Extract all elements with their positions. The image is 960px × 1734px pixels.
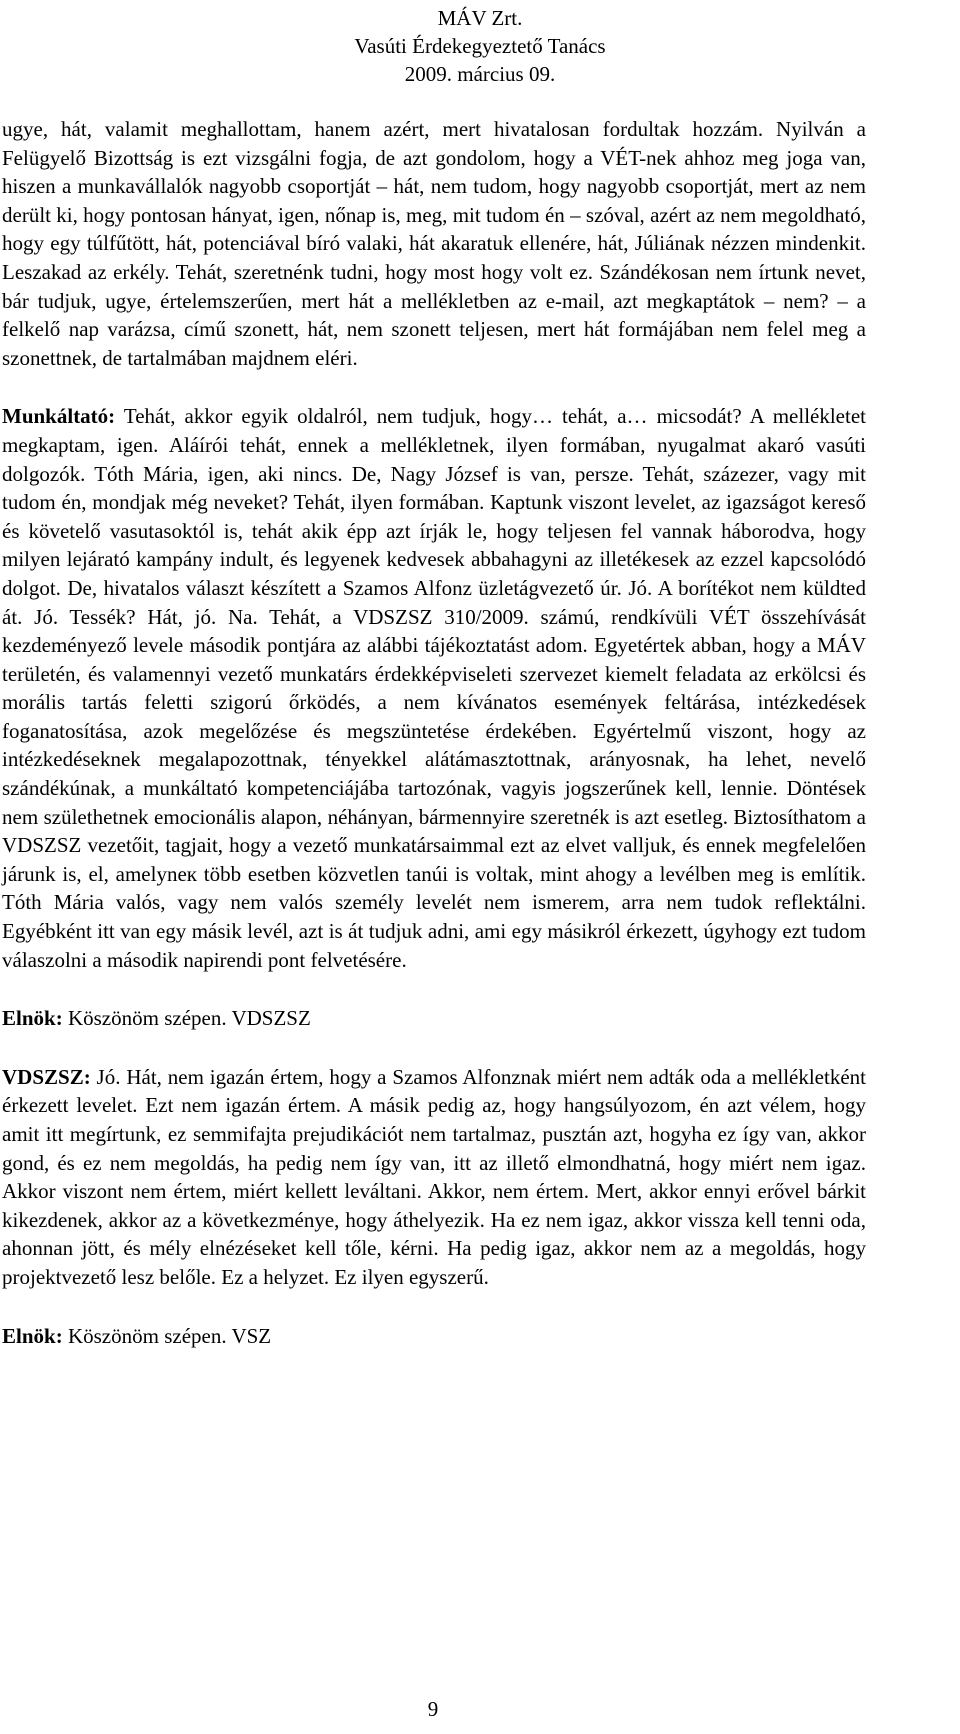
paragraph-text: Jó. Hát, nem igazán értem, hogy a Szamos Alfonznak miért nem adták oda a mellékletként érkezett levelet. Ezt nem igazán értem. A másik pedig az, hogy hangsúlyozom, én azt vélem, hogy amit itt megírtunk, ez semmifajta prejudikációt nem tartalmaz, pusztán azt, hogyha ez így van, akkor gond, és ez nem megoldás, ha pedig nem így van, itt az illető elmondhatná, hogy miért nem igaz. Akkor viszont nem értem, miért kellett leváltani. Akkor, nem értem. Mert, akkor ennyi erővel bárkit kikezdenek, akkor az a következménye, hogy áthelyezik. Ha ez nem igaz, akkor vissza kell tenni oda, ahonnan jött, és mély elnézéseket kell tőle, kérni. Ha pedig igaz, akkor nem az a megoldás, hogy projektvezető lesz belőle. Ez a helyzet. Ez ilyen egyszerű. xyxy=(2,1064,866,1289)
transcript-paragraph xyxy=(2,115,866,372)
page-number: 9 xyxy=(427,1697,439,1721)
document-header xyxy=(0,4,960,88)
transcript-body xyxy=(2,115,866,1350)
speaker-label: VDSZSZ: xyxy=(2,1064,91,1089)
paragraph-text: Köszönöm szépen. VSZ xyxy=(62,1323,272,1348)
transcript-paragraph xyxy=(2,1322,866,1351)
transcript-paragraph xyxy=(2,402,866,974)
speaker-label: Elnök: xyxy=(2,1006,63,1031)
speaker-label: Munkáltató: xyxy=(2,404,116,429)
transcript-paragraph xyxy=(2,1063,866,1292)
transcript-paragraph xyxy=(2,1004,866,1033)
organization-name: MÁV Zrt. xyxy=(437,6,523,30)
paragraph-text: ugye, hát, valamit meghallottam, hanem azért, mert hivatalosan fordultak hozzám. Nyilván a Felügyelő Bizottság is ezt vizsgálni fogja, de azt gondolom, hogy a VÉT-nek ahhoz meg joga van, hiszen a munkavállalók nagyobb csoportját – hát, nem tudom, hogy nagyobb csoportját, mert az nem derült ki, hogy pontosan hányat, igen, nőnap is, meg, mit tudom én – szóval, azért az nem megoldható, hogy egy túlfűtött, hát, potenciával bíró valaki, hát akaratuk ellenére, hát, Júliának nézzen mindenkit. Leszakad az erkély. Tehát, szeretnénk tudni, hogy most hogy volt ez. Szándékosan nem írtunk nevet, bár tudjuk, ugye, értelemszerűen, mert hát a mellékletben az e-mail, azt megkaptátok – nem? – a felkelő nap varázsa, című szonett, hát, nem szonett teljesen, mert hát formájában nem felel meg a szonettnek, de tartalmában majdnem eléri. xyxy=(2,117,866,370)
council-name: Vasúti Érdekegyeztető Tanács xyxy=(354,34,606,58)
meeting-date: 2009. március 09. xyxy=(404,62,556,86)
paragraph-text: Köszönöm szépen. VDSZSZ xyxy=(62,1006,311,1031)
paragraph-text: Tehát, akkor egyik oldalról, nem tudjuk, hogy… tehát, a… micsodát? A mellékletet megkaptam, igen. Aláírói tehát, ennek a mellékletnek, ilyen formában, nyugalmat akaró vasúti dolgozók. Tóth Mária, igen, aki nincs. De, Nagy József is van, persze. Tehát, százezer, vagy mit tudom én, mondjak még neveket? Tehát, ilyen formában. Kaptunk viszont levelet, az igazságot kereső és követelő vasutasoktól is, tehát akik épp azt írják le, hogy teljesen fel vannak háborodva, hogy milyen lejárató kampány indult, és legyenek kedvesek abbahagyni az illetékesek az ezzel kapcsolódó dolgot. De, hivatalos választ készített a Szamos Alfonz üzletágvezető úr. Jó. A borítékot nem küldted át. Jó. Tessék? Hát, jó. Na. Tehát, a VDSZSZ 310/2009. számú, rendkívüli VÉT összehívását kezdeményező levele második pontjára az alábbi tájékoztatást adom. Egyetértek abban, hogy a MÁV területén, és valamennyi vezető munkatárs érdekképviseleti szervezet kiemelt feladata az erkölcsi és morális tartás feletti szigorú őrködés, a nem kívánatos események feltárása, intézkedések foganatosítása, azok megelőzése és megszüntetése érdekében. Egyértelmű viszont, hogy az intézkedéseknek megalapozottnak, tényekkel alátámasztottnak, arányosnak, ha lehet, nevelő szándékúnak, a munkáltató kompetenciájába tartozónak, vagyis jogszerűnek kell, lennie. Döntések nem születhetnek emocionális alapon, néhányan, bármennyire szeretnék is azt esetleg. Biztosíthatom a VDSZSZ vezetőit, tagjait, hogy a vezető munkatársaimmal ezt az elvet valljuk, és ennek megfelelően járunk is, el, amelyneк több esetben közvetlen tanúi is voltak, mint ahogy a levélben meg is említik. Tóth Mária valós, vagy nem valós személy levelét nem ismerem, arra nem tudok reflektálni. Egyébként itt van egy másik levél, azt is át tudjuk adni, ami egy másikról érkezett, úgyhogy ezt tudom válaszolni a második napirendi pont felvetésére. xyxy=(2,404,866,972)
speaker-label: Elnök: xyxy=(2,1323,63,1348)
